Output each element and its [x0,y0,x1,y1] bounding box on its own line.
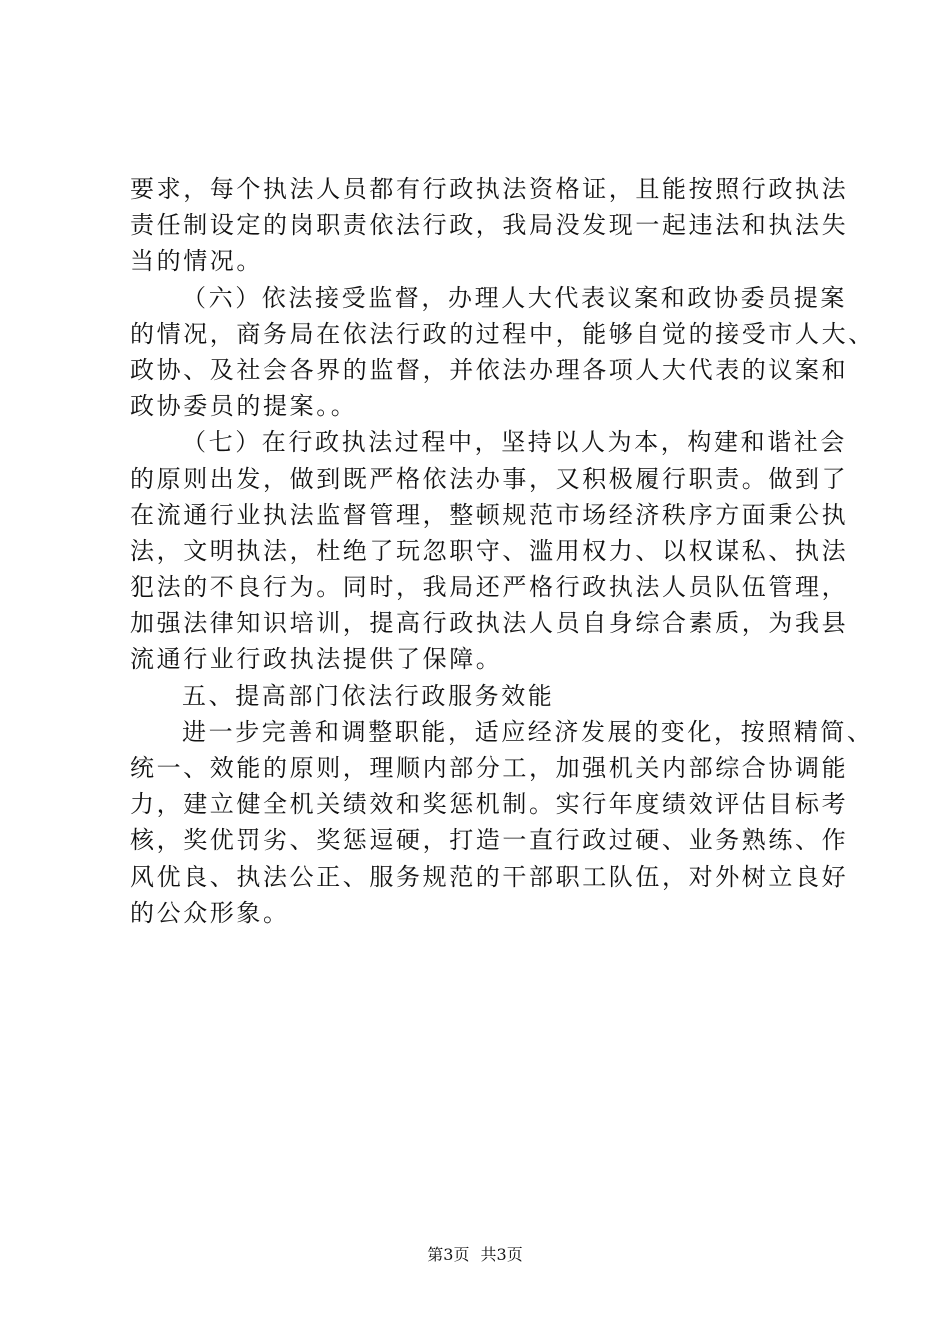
page-number-total: 共3页 [480,1245,523,1264]
text-line: 要求，每个执法人员都有行政执法资格证，且能按照行政执法 [130,175,849,203]
text-line: 的情况，商务局在依法行政的过程中，能够自觉的接受市人大、 [130,319,875,348]
text-line: 力，建立健全机关绩效和奖惩机制。实行年度绩效评估目标考 [130,790,849,819]
page-number-current: 第3页 [427,1245,470,1264]
text-line: 责任制设定的岗职责依法行政，我局没发现一起违法和执法失 [130,211,849,240]
section-heading: 五、提高部门依法行政服务效能 [182,681,555,710]
text-line: 风优良、执法公正、服务规范的干部职工队伍，对外树立良好 [130,862,849,891]
paragraph-first-line: 进一步完善和调整职能，适应经济发展的变化，按照精简、 [182,717,874,746]
text-line: 犯法的不良行为。同时，我局还严格行政执法人员队伍管理， [130,573,849,602]
text-line: 统一、效能的原则，理顺内部分工，加强机关内部综合协调能 [130,754,849,782]
paragraph-six-first-line: （六）依法接受监督，办理人大代表议案和政协委员提案 [182,283,847,312]
page-footer [0,1244,950,1266]
text-line: 流通行业行政执法提供了保障。 [130,645,503,674]
text-line: 法，文明执法，杜绝了玩忽职守、滥用权力、以权谋私、执法 [130,536,849,565]
text-line: 政协、及社会各界的监督，并依法办理各项人大代表的议案和 [130,355,849,384]
paragraph-seven-first-line: （七）在行政执法过程中，坚持以人为本，构建和谐社会 [182,428,847,457]
text-line: 政协委员的提案。。 [130,392,358,421]
text-line: 加强法律知识培训，提高行政执法人员自身综合素质，为我县 [130,609,849,638]
text-line: 的原则出发，做到既严格依法办事，又积极履行职责。做到了 [130,464,849,493]
text-line: 核，奖优罚劣、奖惩逗硬，打造一直行政过硬、业务熟练、作 [130,826,849,855]
text-line: 在流通行业执法监督管理，整顿规范市场经济秩序方面秉公执 [130,500,849,529]
text-line: 的公众形象。 [130,898,290,927]
text-line: 当的情况。 [130,247,263,276]
document-body [130,171,875,931]
